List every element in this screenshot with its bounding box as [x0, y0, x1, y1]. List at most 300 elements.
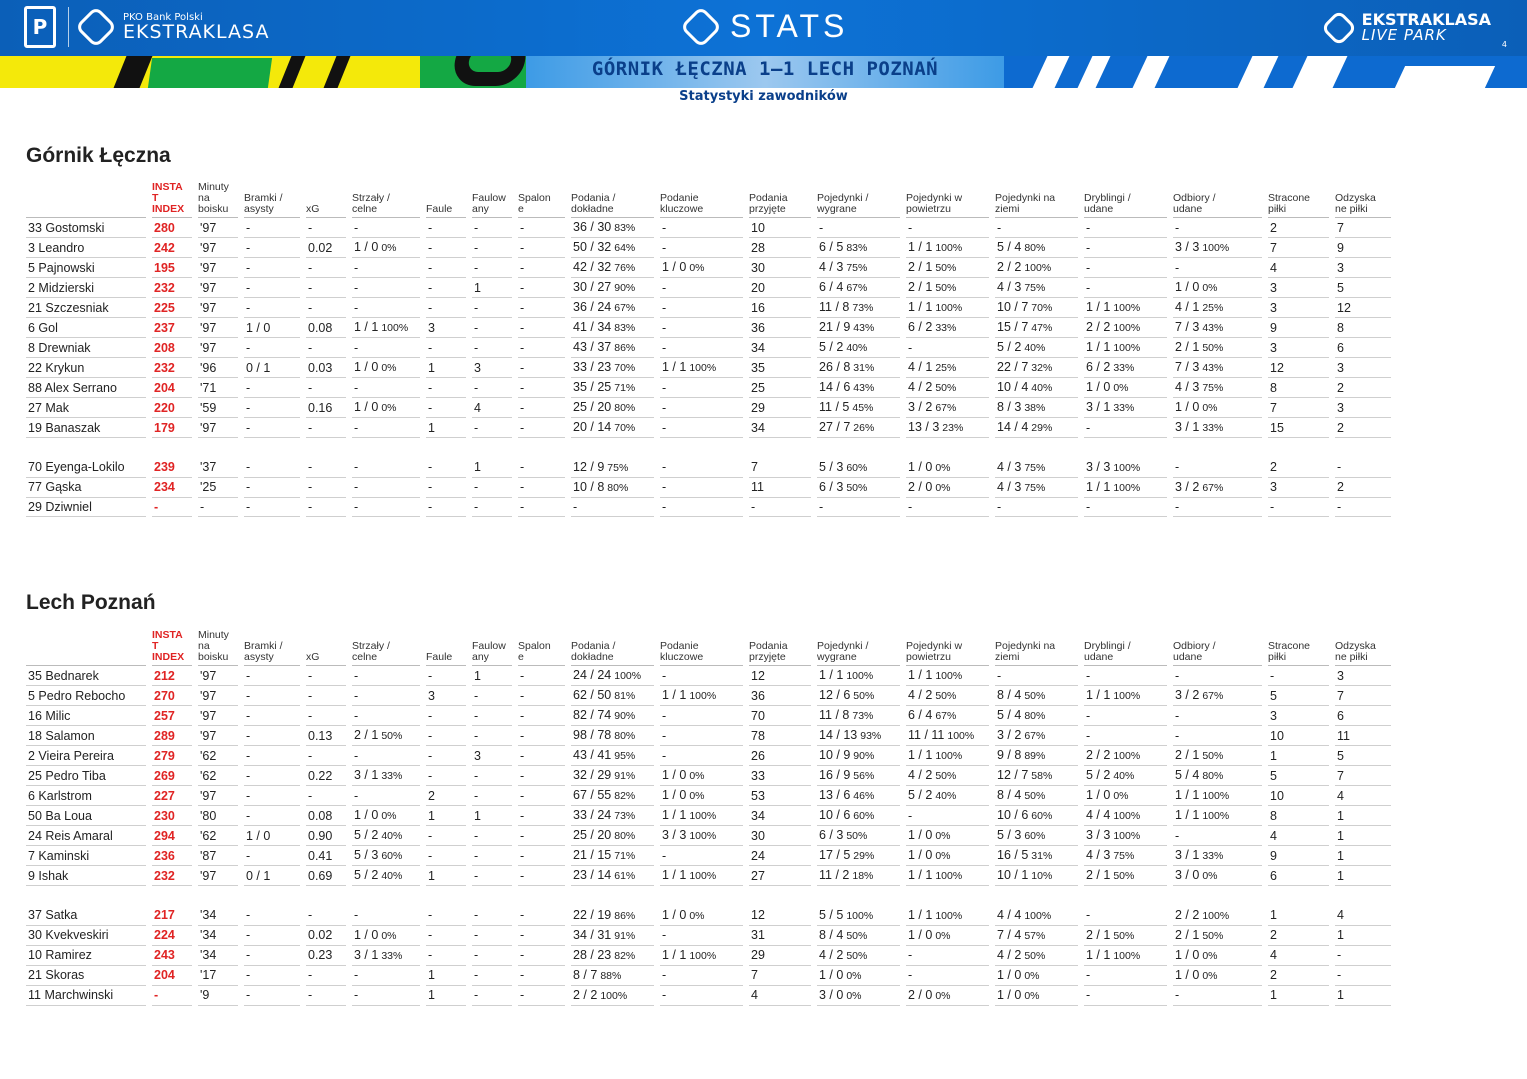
column-header: Podania przyjęte: [749, 630, 811, 666]
stat-cell: -: [660, 238, 743, 258]
stat-cell: 2 / 1 50%: [352, 726, 420, 746]
stat-cell: -: [660, 666, 743, 686]
stat-cell: '97: [198, 258, 238, 278]
stat-cell: 204: [152, 378, 192, 398]
player-name: 7 Kaminski: [26, 846, 146, 866]
stat-cell: '97: [198, 418, 238, 438]
table-row: [26, 338, 1391, 358]
stat-cell: -: [152, 498, 192, 518]
stat-cell: 67 / 55 82%: [571, 786, 654, 806]
stat-cell: -: [306, 478, 346, 498]
stat-cell: -: [518, 378, 565, 398]
column-header: Odbiory / udane: [1173, 182, 1262, 218]
stat-cell: 10 / 1 10%: [995, 866, 1078, 886]
stat-cell: -: [306, 686, 346, 706]
stat-cell: 6 / 5 83%: [817, 238, 900, 258]
stat-cell: -: [352, 986, 420, 1006]
stat-cell: 3 / 2 67%: [995, 726, 1078, 746]
stat-cell: 2 / 0 0%: [906, 986, 989, 1006]
stat-cell: -: [306, 666, 346, 686]
stat-cell: 234: [152, 478, 192, 498]
stat-cell: -: [352, 706, 420, 726]
stat-cell: 2: [1268, 458, 1329, 478]
stat-cell: -: [306, 338, 346, 358]
stat-cell: 1 / 1 100%: [1084, 686, 1167, 706]
stat-cell: -: [660, 746, 743, 766]
stat-cell: 5 / 4 80%: [995, 706, 1078, 726]
column-header: [26, 182, 146, 218]
stat-cell: -: [1173, 986, 1262, 1006]
stat-cell: -: [518, 906, 565, 926]
stat-cell: 208: [152, 338, 192, 358]
column-header: INSTA T INDEX: [152, 630, 192, 666]
stat-cell: -: [660, 926, 743, 946]
stat-cell: 1 / 0 0%: [660, 766, 743, 786]
table-row: [26, 686, 1391, 706]
stat-cell: 0.41: [306, 846, 346, 866]
stat-cell: 4 / 1 25%: [1173, 298, 1262, 318]
stat-cell: -: [660, 726, 743, 746]
stat-cell: -: [244, 666, 300, 686]
stat-cell: 1: [426, 358, 466, 378]
stat-cell: -: [472, 766, 512, 786]
column-header: Odzyska ne piłki: [1335, 630, 1391, 666]
column-header: Podania przyjęte: [749, 182, 811, 218]
table-row: [26, 398, 1391, 418]
stat-cell: -: [518, 826, 565, 846]
stat-cell: -: [518, 398, 565, 418]
stat-cell: -: [1084, 418, 1167, 438]
table-row: [26, 358, 1391, 378]
stat-cell: 20 / 14 70%: [571, 418, 654, 438]
stat-cell: 1: [426, 866, 466, 886]
player-name: 33 Gostomski: [26, 218, 146, 238]
stat-cell: -: [518, 966, 565, 986]
stat-cell: -: [1084, 966, 1167, 986]
stat-cell: 1 / 1 100%: [906, 238, 989, 258]
stat-cell: 2: [1335, 478, 1391, 498]
stat-cell: 1 / 0 0%: [995, 986, 1078, 1006]
stat-cell: '37: [198, 458, 238, 478]
stat-cell: -: [1084, 726, 1167, 746]
stat-cell: '71: [198, 378, 238, 398]
stat-cell: -: [1335, 458, 1391, 478]
stat-cell: -: [518, 498, 565, 518]
stat-cell: -: [426, 926, 466, 946]
stat-cell: '97: [198, 706, 238, 726]
stat-cell: '97: [198, 786, 238, 806]
stat-cell: -: [426, 238, 466, 258]
stat-cell: 78: [749, 726, 811, 746]
stat-cell: -: [1268, 666, 1329, 686]
stat-cell: -: [426, 398, 466, 418]
stat-cell: -: [244, 418, 300, 438]
stat-cell: 1 / 0 0%: [906, 826, 989, 846]
stat-cell: 239: [152, 458, 192, 478]
stat-cell: -: [352, 278, 420, 298]
live-park-logo-icon: [1320, 9, 1357, 46]
stat-cell: 0.13: [306, 726, 346, 746]
stat-cell: -: [472, 258, 512, 278]
stat-cell: -: [518, 418, 565, 438]
table-row: [26, 318, 1391, 338]
stat-cell: 3 / 3 100%: [1084, 826, 1167, 846]
player-name: 37 Satka: [26, 906, 146, 926]
stat-cell: 6 / 4 67%: [817, 278, 900, 298]
stat-cell: -: [426, 298, 466, 318]
stat-cell: -: [749, 498, 811, 518]
stat-cell: 1 / 0: [244, 318, 300, 338]
column-header: Strzały / celne: [352, 182, 420, 218]
stat-cell: 9: [1268, 318, 1329, 338]
stat-cell: 33: [749, 766, 811, 786]
stat-cell: 4 / 2 50%: [995, 946, 1078, 966]
stat-cell: 29: [749, 398, 811, 418]
stat-cell: -: [244, 258, 300, 278]
stat-cell: 220: [152, 398, 192, 418]
stat-cell: 15: [1268, 418, 1329, 438]
stat-cell: 0.69: [306, 866, 346, 886]
stat-cell: -: [1084, 666, 1167, 686]
stat-cell: 10 / 6 60%: [817, 806, 900, 826]
stat-cell: 8: [1335, 318, 1391, 338]
stat-cell: '62: [198, 766, 238, 786]
stat-cell: 82 / 74 90%: [571, 706, 654, 726]
stat-cell: 62 / 50 81%: [571, 686, 654, 706]
stat-cell: -: [426, 338, 466, 358]
stat-cell: -: [244, 726, 300, 746]
stat-cell: -: [660, 846, 743, 866]
stat-cell: 232: [152, 278, 192, 298]
stat-cell: 1 / 1 100%: [660, 358, 743, 378]
stat-cell: 2 / 1 50%: [1084, 866, 1167, 886]
table-row: [26, 806, 1391, 826]
stat-cell: 14 / 6 43%: [817, 378, 900, 398]
stat-cell: -: [426, 946, 466, 966]
stat-cell: 1: [1268, 986, 1329, 1006]
right-brand-1: EKSTRAKLASA: [1361, 10, 1491, 29]
team-title-gornik: Górnik Łęczna: [26, 144, 171, 167]
stat-cell: 2 / 2 100%: [571, 986, 654, 1006]
right-brand-2: LIVE PARK: [1361, 26, 1447, 44]
player-name: 18 Salamon: [26, 726, 146, 746]
stat-cell: 2: [1268, 966, 1329, 986]
stat-cell: -: [244, 398, 300, 418]
stat-cell: 8: [1268, 378, 1329, 398]
player-name: 77 Gąska: [26, 478, 146, 498]
stat-cell: -: [244, 478, 300, 498]
stat-cell: 1 / 0 0%: [1173, 278, 1262, 298]
stat-cell: -: [1084, 258, 1167, 278]
stat-cell: 31: [749, 926, 811, 946]
stat-cell: 1: [1335, 986, 1391, 1006]
page-subtitle: Statystyki zawodników: [679, 89, 848, 104]
stat-cell: -: [472, 866, 512, 886]
stat-cell: 5 / 4 80%: [995, 238, 1078, 258]
stat-cell: 3: [1268, 478, 1329, 498]
stat-cell: 5 / 5 100%: [817, 906, 900, 926]
stat-cell: 11: [1335, 726, 1391, 746]
stat-cell: -: [306, 458, 346, 478]
stat-cell: 5 / 2 40%: [906, 786, 989, 806]
stat-cell: 34: [749, 418, 811, 438]
stat-cell: 1 / 1 100%: [1173, 786, 1262, 806]
stat-cell: 3 / 1 33%: [352, 766, 420, 786]
stat-cell: 1: [1268, 906, 1329, 926]
stat-cell: 1: [426, 806, 466, 826]
stat-cell: 6 / 2 33%: [906, 318, 989, 338]
stat-cell: -: [426, 478, 466, 498]
stat-cell: 1 / 1 100%: [1173, 806, 1262, 826]
stat-cell: 9: [1268, 846, 1329, 866]
stat-cell: -: [472, 238, 512, 258]
match-title: GÓRNIK ŁĘCZNA 1–1 LECH POZNAŃ: [591, 58, 939, 80]
stat-cell: 2: [1335, 418, 1391, 438]
stat-cell: -: [518, 258, 565, 278]
stat-cell: -: [518, 786, 565, 806]
table-row: [26, 438, 1391, 458]
stat-cell: 3: [1335, 258, 1391, 278]
stat-cell: 5: [1335, 278, 1391, 298]
stat-cell: 25: [749, 378, 811, 398]
stat-cell: 36 / 30 83%: [571, 218, 654, 238]
stat-cell: 2 / 2 100%: [1084, 318, 1167, 338]
stat-cell: '34: [198, 926, 238, 946]
table-row: [26, 498, 1391, 518]
stat-cell: -: [518, 946, 565, 966]
stat-cell: 1: [426, 986, 466, 1006]
stat-cell: -: [1173, 826, 1262, 846]
stat-cell: -: [1173, 726, 1262, 746]
stat-cell: -: [244, 966, 300, 986]
column-header: Strzały / celne: [352, 630, 420, 666]
player-name: 70 Eyenga-Lokilo: [26, 458, 146, 478]
stat-cell: -: [352, 378, 420, 398]
stat-cell: 7: [1268, 398, 1329, 418]
stat-cell: 232: [152, 358, 192, 378]
stat-cell: -: [244, 338, 300, 358]
stat-cell: 6 / 3 50%: [817, 826, 900, 846]
stat-cell: 7: [1335, 766, 1391, 786]
stat-cell: -: [244, 846, 300, 866]
stat-cell: -: [352, 478, 420, 498]
stat-cell: 7 / 3 43%: [1173, 318, 1262, 338]
stat-cell: -: [472, 966, 512, 986]
stat-cell: -: [1173, 458, 1262, 478]
stat-cell: -: [518, 926, 565, 946]
stat-cell: -: [352, 458, 420, 478]
stat-cell: 3 / 3 100%: [660, 826, 743, 846]
stats-logo: [686, 8, 848, 45]
stat-cell: -: [660, 318, 743, 338]
stat-cell: 13 / 6 46%: [817, 786, 900, 806]
stat-cell: -: [306, 418, 346, 438]
stat-cell: -: [244, 906, 300, 926]
column-header: Stracone piłki: [1268, 182, 1329, 218]
stat-cell: 8 / 4 50%: [817, 926, 900, 946]
stat-cell: 0 / 1: [244, 866, 300, 886]
stat-cell: 289: [152, 726, 192, 746]
stat-cell: 43 / 37 86%: [571, 338, 654, 358]
stat-cell: 1 / 0 0%: [995, 966, 1078, 986]
stat-cell: 1 / 0 0%: [1084, 786, 1167, 806]
stat-cell: 16 / 5 31%: [995, 846, 1078, 866]
bank-label: PKO Bank Polski: [123, 11, 203, 23]
stat-cell: 1 / 0 0%: [817, 966, 900, 986]
stat-cell: 3: [1335, 666, 1391, 686]
stat-cell: -: [817, 218, 900, 238]
stat-cell: 13 / 3 23%: [906, 418, 989, 438]
stat-cell: -: [472, 338, 512, 358]
stat-cell: -: [472, 846, 512, 866]
stat-cell: -: [1173, 258, 1262, 278]
stat-cell: -: [660, 218, 743, 238]
stat-cell: 1: [472, 666, 512, 686]
stat-cell: -: [306, 378, 346, 398]
stat-cell: 9 / 8 89%: [995, 746, 1078, 766]
stat-cell: 27: [749, 866, 811, 886]
stat-cell: -: [352, 746, 420, 766]
stat-cell: 1 / 1 100%: [817, 666, 900, 686]
stat-cell: 34 / 31 91%: [571, 926, 654, 946]
stat-cell: -: [306, 706, 346, 726]
stat-cell: 1 / 1 100%: [1084, 946, 1167, 966]
stat-cell: -: [198, 498, 238, 518]
player-name: 3 Leandro: [26, 238, 146, 258]
stat-cell: 5: [1268, 766, 1329, 786]
stat-cell: -: [472, 726, 512, 746]
column-header: Minuty na boisku: [198, 182, 238, 218]
column-header: Faule: [426, 182, 466, 218]
stat-cell: '62: [198, 826, 238, 846]
stat-cell: -: [1173, 666, 1262, 686]
stat-cell: 22 / 7 32%: [995, 358, 1078, 378]
stat-cell: '25: [198, 478, 238, 498]
stat-cell: 34: [749, 338, 811, 358]
column-header: Faule: [426, 630, 466, 666]
stat-cell: 33 / 23 70%: [571, 358, 654, 378]
stat-cell: 1 / 1 100%: [660, 686, 743, 706]
stat-cell: 24 / 24 100%: [571, 666, 654, 686]
stat-cell: 6: [1335, 338, 1391, 358]
stat-cell: 1 / 0 0%: [1084, 378, 1167, 398]
stat-cell: 10 / 9 90%: [817, 746, 900, 766]
stat-cell: -: [306, 498, 346, 518]
stat-cell: 21 / 15 71%: [571, 846, 654, 866]
stat-cell: -: [1084, 706, 1167, 726]
stat-cell: -: [660, 298, 743, 318]
player-name: 2 Midzierski: [26, 278, 146, 298]
column-header: Odzyska ne piłki: [1335, 182, 1391, 218]
stat-cell: -: [660, 378, 743, 398]
stat-cell: -: [472, 926, 512, 946]
stat-cell: '97: [198, 338, 238, 358]
player-name: 88 Alex Serrano: [26, 378, 146, 398]
stat-cell: 2: [426, 786, 466, 806]
stat-cell: 1 / 0 0%: [352, 238, 420, 258]
stat-cell: -: [426, 906, 466, 926]
stat-cell: 5 / 2 40%: [817, 338, 900, 358]
stat-cell: 1 / 1 100%: [906, 866, 989, 886]
stat-cell: -: [244, 498, 300, 518]
table-row: [26, 478, 1391, 498]
player-name: 10 Ramirez: [26, 946, 146, 966]
stat-cell: 34: [749, 806, 811, 826]
player-name: 16 Milic: [26, 706, 146, 726]
table-row: [26, 298, 1391, 318]
stat-cell: -: [660, 418, 743, 438]
stat-cell: 3 / 0 0%: [817, 986, 900, 1006]
stats-title: STATS: [730, 8, 849, 44]
player-name: 6 Karlstrom: [26, 786, 146, 806]
column-header: Pojedynki w powietrzu: [906, 182, 989, 218]
stat-cell: 3: [1335, 358, 1391, 378]
column-header: Spalon e: [518, 630, 565, 666]
live-park-brand: [1326, 12, 1491, 43]
stat-cell: 42 / 32 76%: [571, 258, 654, 278]
stat-cell: 5: [1335, 746, 1391, 766]
stat-cell: -: [306, 986, 346, 1006]
stat-cell: -: [244, 786, 300, 806]
stat-cell: 3 / 3 100%: [1084, 458, 1167, 478]
player-stats-table-lech: [20, 630, 1397, 1006]
stat-cell: 15 / 7 47%: [995, 318, 1078, 338]
stat-cell: 11 / 2 18%: [817, 866, 900, 886]
table-row: [26, 886, 1391, 906]
stat-cell: 27 / 7 26%: [817, 418, 900, 438]
stat-cell: 195: [152, 258, 192, 278]
table-row: [26, 458, 1391, 478]
player-name: 30 Kvekveskiri: [26, 926, 146, 946]
column-header: Pojedynki / wygrane: [817, 182, 900, 218]
stat-cell: 8 / 3 38%: [995, 398, 1078, 418]
stat-cell: -: [306, 786, 346, 806]
stat-cell: 26: [749, 746, 811, 766]
stat-cell: 5 / 3 60%: [817, 458, 900, 478]
stat-cell: 0.22: [306, 766, 346, 786]
stat-cell: 5 / 3 60%: [352, 846, 420, 866]
stat-cell: -: [995, 218, 1078, 238]
column-header: Stracone piłki: [1268, 630, 1329, 666]
stat-cell: 227: [152, 786, 192, 806]
stat-cell: -: [660, 986, 743, 1006]
stat-cell: 16 / 9 56%: [817, 766, 900, 786]
player-name: 5 Pedro Rebocho: [26, 686, 146, 706]
stat-cell: -: [1173, 706, 1262, 726]
stat-cell: -: [518, 846, 565, 866]
stat-cell: -: [426, 458, 466, 478]
table-row: [26, 218, 1391, 238]
stat-cell: 23 / 14 61%: [571, 866, 654, 886]
stat-cell: '97: [198, 238, 238, 258]
stat-cell: 3 / 2 67%: [1173, 478, 1262, 498]
stat-cell: 10 / 8 80%: [571, 478, 654, 498]
stat-cell: -: [352, 338, 420, 358]
stat-cell: -: [1335, 946, 1391, 966]
stat-cell: -: [352, 786, 420, 806]
stat-cell: 204: [152, 966, 192, 986]
stat-cell: 2: [1268, 926, 1329, 946]
stat-cell: 1 / 0 0%: [1173, 946, 1262, 966]
stat-cell: 20: [749, 278, 811, 298]
player-name: 9 Ishak: [26, 866, 146, 886]
stat-cell: -: [660, 458, 743, 478]
stat-cell: 3 / 1 33%: [1084, 398, 1167, 418]
stat-cell: -: [472, 498, 512, 518]
stat-cell: -: [352, 906, 420, 926]
table-row: [26, 746, 1391, 766]
stat-cell: 5: [1268, 686, 1329, 706]
